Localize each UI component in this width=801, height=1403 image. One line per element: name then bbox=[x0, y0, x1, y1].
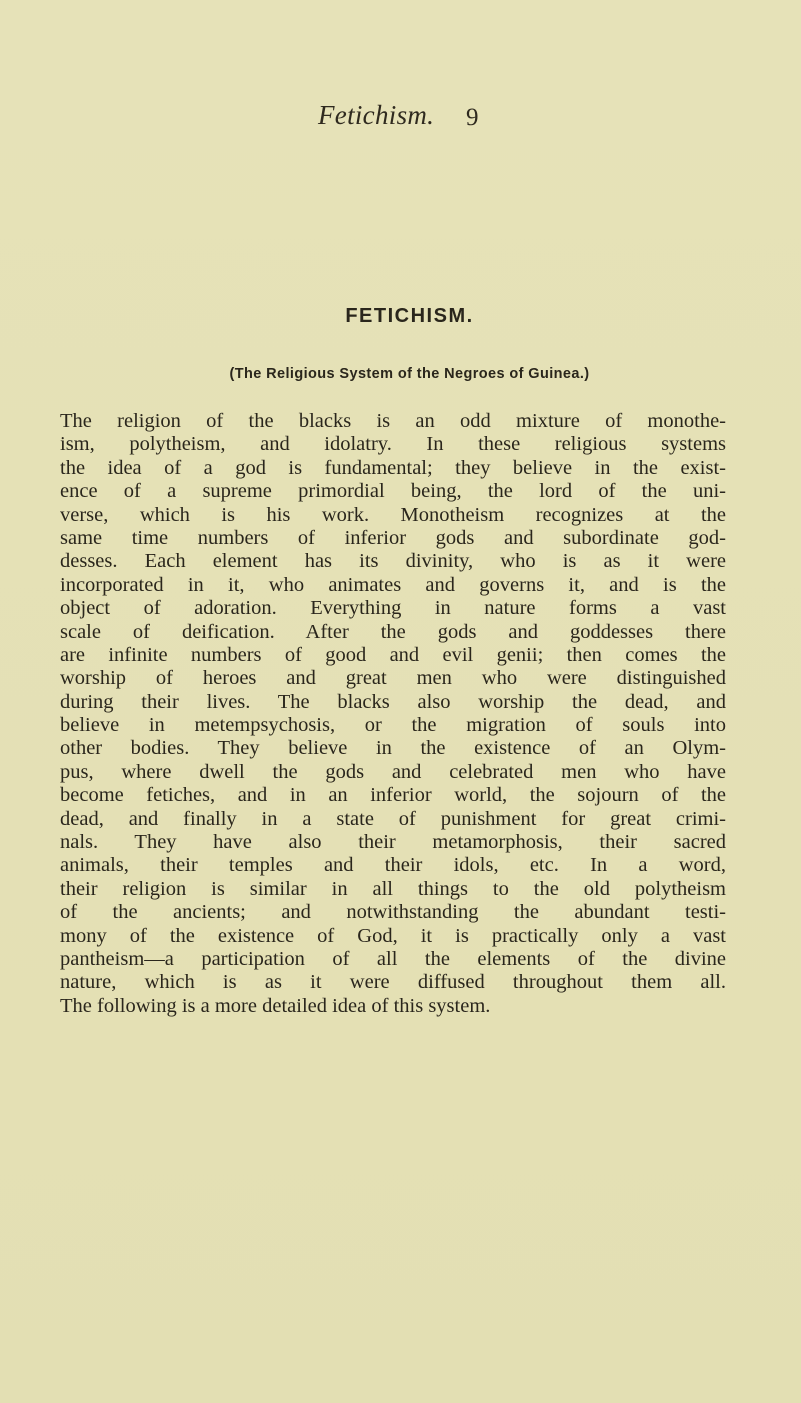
page-number: 9 bbox=[466, 104, 479, 131]
running-head bbox=[0, 90, 801, 130]
text-line: The religion of the blacks is an odd mixture of monothe- bbox=[60, 410, 726, 432]
text-line: desses. Each element has its divinity, who is as it were bbox=[60, 550, 726, 573]
text-line: dead, and finally in a state of punishment for great crimi- bbox=[60, 807, 726, 830]
text-line: pantheism—a participation of all the elements of the divine bbox=[60, 947, 726, 970]
text-line: believe in metempsychosis, or the migration of souls into bbox=[60, 714, 726, 737]
text-line: of the ancients; and notwithstanding the abundant testi- bbox=[60, 901, 726, 924]
text-line: are infinite numbers of good and evil genii; then comes the bbox=[60, 643, 726, 666]
text-line: animals, their temples and their idols, etc. In a word, bbox=[60, 854, 726, 877]
text-line: other bodies. They believe in the existence of an Olym- bbox=[60, 737, 726, 760]
text-line: become fetiches, and in an inferior world, the sojourn of the bbox=[60, 784, 726, 807]
text-line: same time numbers of inferior gods and subordinate god- bbox=[60, 526, 726, 549]
text-line: ence of a supreme primordial being, the lord of the uni- bbox=[60, 480, 726, 503]
text-line: ism, polytheism, and idolatry. In these religious systems bbox=[60, 433, 726, 456]
text-line: nals. They have also their metamorphosis, their sacred bbox=[60, 831, 726, 854]
text-line: The following is a more detailed idea of this system. bbox=[60, 994, 491, 1017]
text-line: nature, which is as it were diffused throughout them all. bbox=[60, 971, 726, 994]
text-line: mony of the existence of God, it is practically only a vast bbox=[60, 924, 726, 947]
chapter-title: FETICHISM. bbox=[345, 305, 474, 327]
text-line: worship of heroes and great men who were distinguished bbox=[60, 667, 726, 690]
body-paragraph bbox=[60, 410, 726, 1018]
text-line: the idea of a god is fundamental; they believe in the exist- bbox=[60, 456, 726, 479]
text-line: their religion is similar in all things to the old polytheism bbox=[60, 877, 726, 900]
text-line: verse, which is his work. Monotheism recognizes at the bbox=[60, 503, 726, 526]
running-title: Fetichism. bbox=[318, 100, 435, 130]
text-line: scale of deification. After the gods and goddesses there bbox=[60, 620, 726, 643]
text-line: incorporated in it, who animates and governs it, and is the bbox=[60, 573, 726, 596]
text-line: pus, where dwell the gods and celebrated men who have bbox=[60, 760, 726, 783]
chapter-subtitle: (The Religious System of the Negroes of Guinea.) bbox=[229, 366, 590, 382]
text-line: during their lives. The blacks also worship the dead, and bbox=[60, 690, 726, 713]
text-line: object of adoration. Everything in nature forms a vast bbox=[60, 597, 726, 620]
